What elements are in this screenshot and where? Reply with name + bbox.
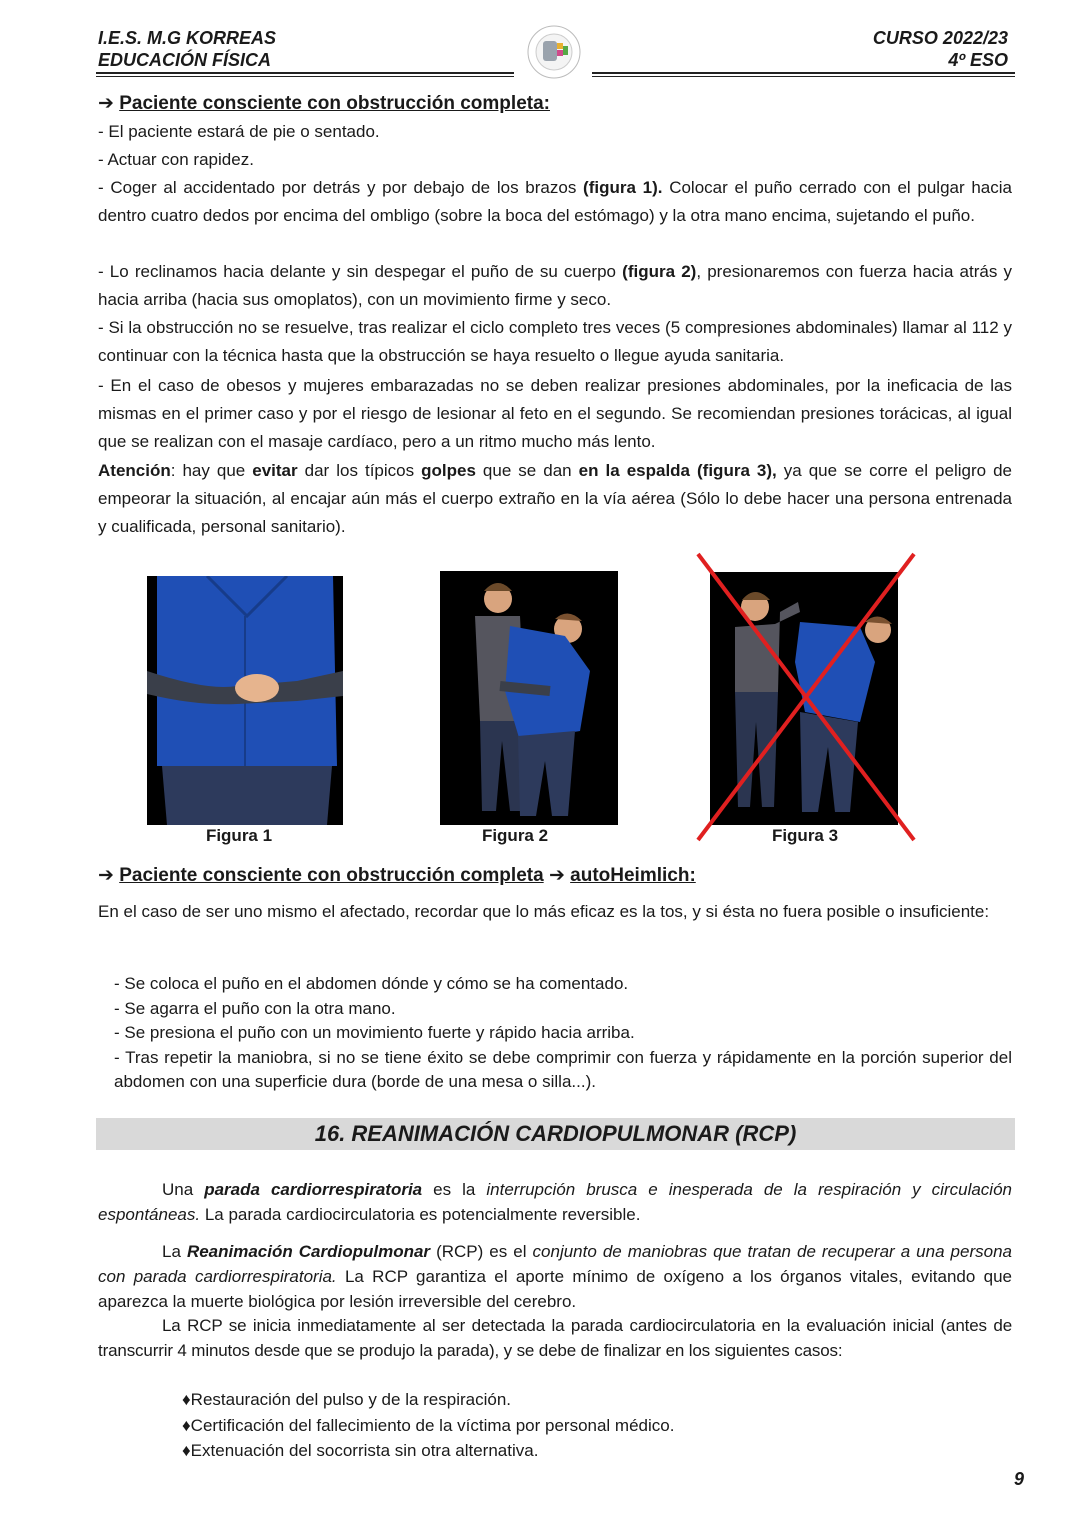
paragraph-obesos: - En el caso de obesos y mujeres embarazadas no se deben realizar presiones abdominales, por la ineficacia de las mismas en el primer caso y por el riesgo de lesionar al feto en el segundo. Se recomiendan presiones torácicas, al igual que se realizan con el masaje cardíaco, pero a un ritmo mucho más lento. bbox=[98, 376, 1012, 451]
text-run: La parada cardiocirculatoria es potencialmente reversible. bbox=[200, 1205, 641, 1224]
text-run-bold: evitar bbox=[252, 461, 298, 480]
text-run-bold-italic: Reanimación Cardiopulmonar bbox=[186, 1242, 431, 1261]
arrow-right-icon: ➔ bbox=[548, 865, 565, 886]
figure-2-caption: Figura 2 bbox=[481, 826, 549, 845]
figure-1-photo bbox=[147, 576, 343, 825]
list-item: - El paciente estará de pie o sentado. bbox=[98, 122, 380, 141]
paragraph-atencion bbox=[98, 457, 1012, 541]
text-run: es la bbox=[422, 1180, 487, 1199]
paragraph-rcp-inicio bbox=[98, 1313, 1012, 1363]
list-item: - Actuar con rapidez. bbox=[98, 150, 254, 169]
paragraph-figura2 bbox=[98, 258, 1012, 314]
text-run: La RCP garantiza el aporte mínimo de oxígeno a los órganos vitales, evitando que aparezca la muerte biológica por lesión irreversible del cerebro. bbox=[98, 1267, 1013, 1311]
header-left bbox=[98, 27, 276, 71]
text-run-bold-italic: parada cardiorrespiratoria bbox=[204, 1180, 423, 1199]
figure-2-photo bbox=[440, 571, 618, 825]
figure-3-caption: Figura 3 bbox=[771, 826, 839, 845]
figure-1-caption: Figura 1 bbox=[205, 826, 273, 845]
text-run: Una bbox=[162, 1180, 205, 1199]
text-run-bold: (figura 1). bbox=[583, 178, 663, 197]
header-rule-left bbox=[96, 72, 514, 74]
text-run: que se dan bbox=[475, 461, 579, 480]
text-run-italic: conjunto de maniobras que tratan de recuperar a una persona con parada cardiorrespiratoria. bbox=[98, 1242, 1012, 1286]
school-logo-icon bbox=[521, 24, 587, 80]
paragraph-rcp-definition bbox=[98, 1239, 1012, 1314]
list-item: - Se presiona el puño con un movimiento fuerte y rápido hacia arriba. bbox=[114, 1023, 635, 1042]
text-run: , presionaremos con fuerza hacia atrás y hacia arriba (hacia sus omoplatos), con un movimiento firme y seco. bbox=[98, 262, 1012, 309]
arrow-right-icon: ➔ bbox=[98, 93, 114, 114]
paragraph-112: - Si la obstrucción no se resuelve, tras realizar el ciclo completo tres veces (5 compresiones abdominales) llamar al 112 y continuar con la técnica hasta que la obstrucción se haya resuelto o llegue ayuda sanitaria. bbox=[98, 318, 1012, 365]
section-heading-autoheimlich bbox=[98, 862, 1012, 890]
text-run: Colocar el puño cerrado con el pulgar hacia dentro cuatro dedos por encima del ombligo (sobre la boca del estómago) y la otra mano encima, sujetando el puño. bbox=[98, 178, 1012, 225]
text-run: dar los típicos bbox=[297, 461, 422, 480]
list-item: - Se agarra el puño con la otra mano. bbox=[114, 998, 396, 1018]
prohibited-cross-icon bbox=[690, 550, 922, 846]
course-year: CURSO 2022/23 bbox=[872, 28, 1008, 48]
list-item: ♦Restauración del pulso y de la respiración. bbox=[182, 1390, 512, 1409]
arrow-right-icon: ➔ bbox=[98, 865, 114, 886]
list-item: ♦Certificación del fallecimiento de la víctima por personal médico. bbox=[182, 1415, 675, 1435]
text-run-bold: en la espalda (figura 3), bbox=[578, 461, 777, 480]
text-run: La RCP se inicia inmediatamente al ser detectada la parada cardiocirculatoria en la evaluación inicial (antes de transcurrir 4 minutos desde que se produjo la parada), y se debe de finalizar en los siguientes casos: bbox=[98, 1316, 1012, 1360]
section-heading-complete-obstruction bbox=[98, 90, 1012, 118]
heading-text: autoHeimlich: bbox=[570, 865, 696, 886]
subject-name: EDUCACIÓN FÍSICA bbox=[98, 50, 272, 70]
text-run: : hay que bbox=[170, 461, 253, 480]
text-run-bold: (figura 2) bbox=[622, 262, 697, 281]
header-rule-right-thin bbox=[592, 76, 1015, 77]
header-rule-right bbox=[592, 72, 1015, 74]
paragraph-parada bbox=[98, 1177, 1012, 1227]
list-rcp-finalizar bbox=[182, 1387, 674, 1464]
text-run: - Lo reclinamos hacia delante y sin despegar el puño de su cuerpo bbox=[98, 262, 623, 281]
school-name: I.E.S. M.G KORREAS bbox=[98, 28, 277, 48]
list-item: - Tras repetir la maniobra, si no se tiene éxito se debe comprimir con fuerza y rápidamente en la porción superior del abdomen con una superficie dura (borde de una mesa o silla...). bbox=[114, 1047, 1012, 1091]
paragraph-figura1 bbox=[98, 174, 1012, 230]
text-run-bold: golpes bbox=[421, 461, 476, 480]
list-item: - Se coloca el puño en el abdomen dónde y cómo se ha comentado. bbox=[114, 974, 629, 993]
page-number: 9 bbox=[1013, 1469, 1024, 1489]
text-run: (RCP) es el bbox=[430, 1242, 533, 1261]
heading-text: Paciente consciente con obstrucción completa bbox=[119, 865, 544, 886]
course-level: 4º ESO bbox=[948, 50, 1008, 70]
text-run: - Coger al accidentado por detrás y por debajo de los brazos bbox=[98, 178, 584, 197]
text-run: La bbox=[162, 1242, 187, 1261]
header-right bbox=[873, 27, 1008, 71]
text-run-italic: interrupción brusca e inesperada de la respiración y circulación espontáneas. bbox=[98, 1180, 1012, 1224]
section-title-rcp: 16. REANIMACIÓN CARDIOPULMONAR (RCP) bbox=[314, 1121, 797, 1146]
heading-text: Paciente consciente con obstrucción completa: bbox=[119, 93, 550, 114]
text-run: ya que se corre el peligro de empeorar la situación, al encajar aún más el cuerpo extraño en la vía aérea (Sólo lo debe hacer una persona entrenada y cualificada, personal sanitario). bbox=[98, 461, 1012, 536]
paragraph-autoheimlich-intro: En el caso de ser uno mismo el afectado, recordar que lo más eficaz es la tos, y si ésta no fuera posible o insuficiente: bbox=[98, 902, 990, 921]
text-run-bold: Atención bbox=[98, 461, 171, 480]
header-rule-left-thin bbox=[96, 76, 514, 77]
list-item: ♦Extenuación del socorrista sin otra alternativa. bbox=[182, 1441, 539, 1460]
list-autoheimlich bbox=[114, 972, 1012, 1095]
